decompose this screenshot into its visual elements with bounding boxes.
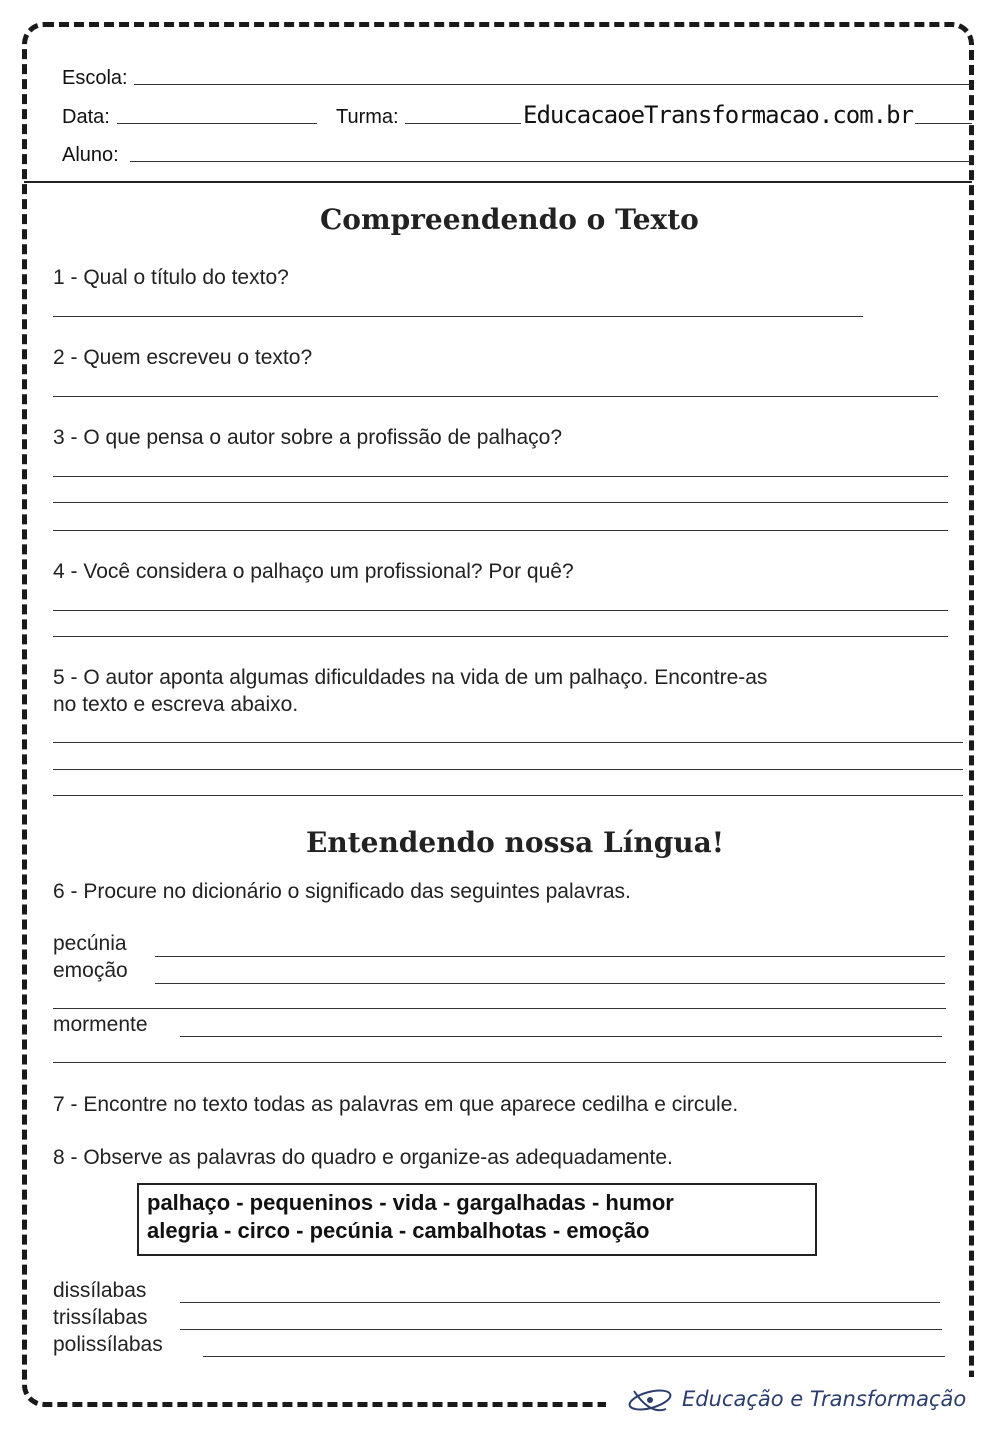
answer-line-2[interactable] (53, 396, 938, 397)
section-title-entendendo: Entendendo nossa Língua! (306, 826, 725, 859)
word-pecunia: pecúnia (53, 932, 127, 955)
question-1: 1 - Qual o título do texto? (53, 266, 289, 289)
answer-line-1[interactable] (53, 316, 863, 317)
header-divider (24, 181, 972, 183)
word-box-line-1: palhaço - pequeninos - vida - gargalhadas - humor (147, 1190, 674, 1215)
answer-line-5c[interactable] (53, 795, 963, 796)
data-label: Data: (62, 106, 110, 128)
word-emocao: emoção (53, 959, 128, 982)
answer-line-mormente-2[interactable] (53, 1062, 946, 1063)
answer-line-5a[interactable] (53, 742, 963, 743)
escola-field[interactable] (134, 84, 972, 85)
answer-line-emocao[interactable] (155, 983, 945, 984)
answer-line-5b[interactable] (53, 769, 963, 770)
answer-line-4a[interactable] (53, 610, 948, 611)
aluno-label: Aluno: (62, 144, 119, 166)
aluno-field[interactable] (130, 161, 972, 162)
atom-orbit-icon (626, 1385, 674, 1415)
section-title-compreendendo: Compreendendo o Texto (320, 203, 699, 236)
data-field[interactable] (117, 123, 317, 124)
question-3: 3 - O que pensa o autor sobre a profissão de palhaço? (53, 426, 563, 449)
footer-logo (606, 1377, 976, 1421)
category-dissilabas: dissílabas (53, 1279, 147, 1302)
question-2: 2 - Quem escreveu o texto? (53, 346, 313, 369)
word-mormente: mormente (53, 1013, 148, 1036)
escola-label: Escola: (62, 67, 128, 89)
question-4: 4 - Você considera o palhaço um profissional? Por quê? (53, 560, 574, 583)
category-trissilabas: trissílabas (53, 1306, 148, 1329)
word-box-line-2: alegria - circo - pecúnia - cambalhotas - emoção (147, 1218, 650, 1243)
answer-line-3a[interactable] (53, 476, 948, 477)
answer-line-trissilabas[interactable] (180, 1329, 942, 1330)
question-8: 8 - Observe as palavras do quadro e organize-as adequadamente. (53, 1146, 673, 1169)
question-7: 7 - Encontre no texto todas as palavras em que aparece cedilha e circule. (53, 1093, 739, 1116)
category-polissilabas: polissílabas (53, 1333, 163, 1356)
question-6: 6 - Procure no dicionário o significado das seguintes palavras. (53, 880, 631, 903)
answer-line-3b[interactable] (53, 502, 948, 503)
answer-line-3c[interactable] (53, 530, 948, 531)
website-watermark: EducacaoeTransformacao.com.br (523, 101, 914, 129)
answer-line-polissilabas[interactable] (203, 1356, 945, 1357)
question-5-line2: no texto e escreva abaixo. (53, 693, 299, 716)
question-5-line1: 5 - O autor aponta algumas dificuldades na vida de um palhaço. Encontre-as (53, 666, 768, 689)
footer-logo-text: Educação e Transformação (682, 1387, 967, 1411)
turma-label: Turma: (336, 106, 399, 128)
answer-line-pecunia[interactable] (155, 956, 945, 957)
answer-line-mormente[interactable] (180, 1036, 942, 1037)
word-box (137, 1183, 817, 1256)
answer-line-4b[interactable] (53, 636, 948, 637)
answer-line-emocao-2[interactable] (53, 1008, 946, 1009)
answer-line-dissilabas[interactable] (180, 1302, 940, 1303)
